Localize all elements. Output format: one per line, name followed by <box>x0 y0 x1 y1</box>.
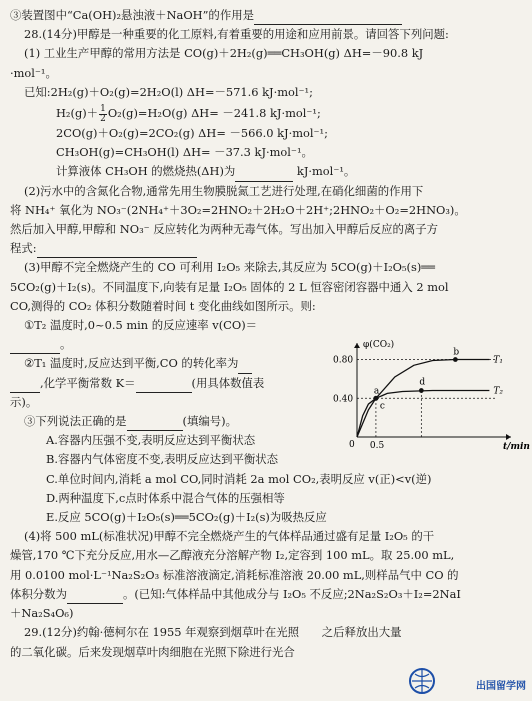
option-c: C.单位时间内,消耗 a mol CO,同时消耗 2a mol CO₂,表明反应 v(正)<v(逆) <box>46 471 432 486</box>
q28-part2-line1: (2)污水中的含氮化合物,通常先用生物膜脱氮工艺进行处理,在硝化细菌的作用下 <box>24 183 424 198</box>
q28-part3-sub1 <box>10 316 324 335</box>
q28-part2-line4 <box>10 239 520 258</box>
point-label: a <box>373 386 380 397</box>
q28-part4-line4 <box>10 585 520 604</box>
line-text: (用具体数值表 <box>191 375 265 390</box>
series-label: T₁ <box>493 355 504 366</box>
q28-part2-line2: 将 NH₄⁺ 氧化为 NO₃⁻(2NH₄⁺＋3O₂=2HNO₂＋2H₂O＋2H⁺;2HNO₂＋O₂=2HNO₃)。 <box>10 202 466 217</box>
answer-blank[interactable] <box>136 378 192 393</box>
q28-part4-line1: (4)将 500 mL(标准状况)甲醇不完全燃烧产生的气体样品通过盛有足量 I₂O₅ 的干 <box>24 529 435 544</box>
option-d: D.两种温度下,c点时体系中混合气体的压强相等 <box>46 490 285 505</box>
line-text: (填编号)。 <box>182 414 237 429</box>
y-axis-label: φ(CO₂) <box>363 340 395 350</box>
answer-blank[interactable] <box>67 589 123 604</box>
option-e: E.反应 5CO(g)＋I₂O₅(s)══5CO₂(g)＋I₂(s)为吸热反应 <box>46 510 327 525</box>
line-text: ①T₂ 温度时,0~0.5 min 的反应速率 v(CO)＝ <box>24 318 258 333</box>
answer-blank[interactable] <box>127 416 183 431</box>
x-axis-arrow-icon <box>506 434 511 440</box>
q28-part3-sub1-answer: 。 <box>10 335 520 354</box>
option-b: B.容器内气体密度不变,表明反应达到平衡状态 <box>46 452 279 467</box>
q28-part3-line1: (3)甲醇不完全燃烧产生的 CO 可利用 I₂O₅ 来除去,其反应为 5CO(g)＋I₂O₅(s)══ <box>24 260 435 275</box>
x-tick-label: 0.5 <box>369 441 385 451</box>
q28-part3-line3: CO,测得的 CO₂ 体积分数随着时间 t 变化曲线如图所示。则: <box>10 298 316 313</box>
answer-blank[interactable] <box>37 243 197 258</box>
point-label: b <box>453 347 460 358</box>
line-text: 体积分数为 <box>10 586 67 601</box>
data-point <box>374 396 379 401</box>
y-tick-label: 0.40 <box>333 394 354 405</box>
origin-label: 0 <box>349 440 355 450</box>
line-text: 。(已知:气体样品中其他成分与 I₂O₅ 不反应;2Na₂S₂O₃＋I₂=2NaI <box>122 586 461 601</box>
globe-lines-icon <box>412 669 432 693</box>
co2-volume-fraction-chart <box>323 337 530 452</box>
question-28-header: 28.(14分)甲醇是一种重要的化工原料,有着重要的用途和应用前景。请回答下列问题: <box>24 27 449 42</box>
answer-blank[interactable] <box>10 378 40 393</box>
q28-part3-line2: 5CO₂(g)＋I₂(s)。不同温度下,向装有足量 I₂O₅ 固体的 2 L 恒容密闭容器中通入 2 mol <box>10 279 449 294</box>
answer-blank[interactable] <box>238 359 252 374</box>
fraction-one-half <box>99 105 107 124</box>
known-equation-4: CH₃OH(g)=CH₃OH(l) ΔH= －37.3 kJ·mol⁻¹。 <box>56 145 313 160</box>
answer-blank[interactable] <box>254 10 402 25</box>
equation-suffix: O₂(g)=H₂O(g) ΔH= －241.8 kJ·mol⁻¹; <box>107 106 321 121</box>
line-text: 29.(12分)约翰·德柯尔在 1955 年观察到烟草叶在光照 <box>24 625 299 640</box>
watermark-text: 出国留学网 <box>476 680 526 692</box>
fraction-denominator: 2 <box>100 113 106 124</box>
combustion-heat-question <box>10 162 520 181</box>
question-27-part3 <box>10 6 520 25</box>
line-text: 程式: <box>10 241 37 256</box>
q28-part3-sub2-end: 示)。 <box>10 394 38 409</box>
fraction-numerator: 1 <box>100 103 106 114</box>
point-label: d <box>419 377 426 388</box>
line-text: ,化学平衡常数 K＝ <box>40 375 136 390</box>
q28-part2-line3: 然后加入甲醇,甲醇和 NO₃⁻ 反应转化为两种无毒气体。写出加入甲醇后反应的离子方 <box>10 222 439 237</box>
line-text: ②T₁ 温度时,反应达到平衡,CO 的转化率为 <box>24 356 239 371</box>
line-text: 计算液体 CH₃OH 的燃烧热(ΔH)为 <box>56 164 236 179</box>
question-29-line2: 的二氧化碳。后来发现烟草叶肉细胞在光照下除进行光合 <box>10 644 295 659</box>
q28-part4-line5: ＋Na₂S₄O₆) <box>10 606 74 621</box>
line-text: ③装置图中“Ca(OH)₂悬浊液＋NaOH”的作用是 <box>10 8 254 22</box>
q28-part4-line3: 用 0.0100 mol·L⁻¹Na₂S₂O₃ 标准溶液滴定,消耗标准溶液 20.00 mL,则样品气中 CO 的 <box>10 567 459 582</box>
option-a: A.容器内压强不变,表明反应达到平衡状态 <box>46 433 256 448</box>
x-axis-label: t/min <box>503 442 530 452</box>
data-point <box>419 388 424 393</box>
known-equation-3: 2CO(g)＋O₂(g)=2CO₂(g) ΔH= －566.0 kJ·mol⁻¹; <box>56 126 328 141</box>
equation-prefix: H₂(g)＋ <box>56 106 99 121</box>
q28-part4-line2: 燥管,170 ℃下充分反应,用水—乙醇液充分溶解产物 I₂,定容到 100 mL。取 25.00 mL, <box>10 548 455 563</box>
y-axis-arrow-icon <box>354 343 360 348</box>
known-equation-1: 已知:2H₂(g)＋O₂(g)=2H₂O(l) ΔH=－571.6 kJ·mol⁻¹; <box>24 84 313 99</box>
question-29-line1 <box>10 623 520 642</box>
series-label: T₂ <box>493 386 504 397</box>
known-equation-2 <box>10 102 520 124</box>
y-tick-label: 0.80 <box>333 355 354 366</box>
data-point <box>453 357 458 362</box>
q28-part1-unit: ·mol⁻¹。 <box>10 65 57 80</box>
q28-part1-line: (1) 工业生产甲醇的常用方法是 CO(g)＋2H₂(g)══CH₃OH(g) ΔH=－90.8 kJ <box>24 46 424 61</box>
answer-blank[interactable] <box>235 167 293 182</box>
line-text: ③下列说法正确的是 <box>24 414 127 429</box>
answer-blank[interactable] <box>10 339 60 354</box>
line-text: 之后释放出大量 <box>321 625 402 640</box>
point-label: c <box>379 401 385 412</box>
line-text: kJ·mol⁻¹。 <box>296 164 356 179</box>
